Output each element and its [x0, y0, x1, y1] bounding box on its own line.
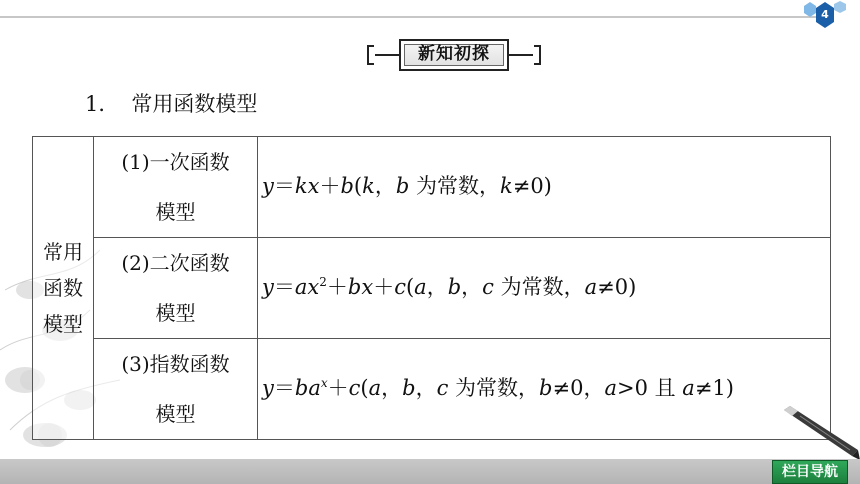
column-navigation-button[interactable]: 栏目导航 [772, 460, 848, 484]
formula-cell [258, 238, 831, 339]
banner-box [399, 39, 509, 71]
formula-linear: y＝kx＋b(k，b 为常数，k≠0) [262, 174, 552, 199]
model-name-line: (1)一次函数 [121, 150, 230, 174]
category-line: 函数 [43, 276, 83, 300]
heading-number: 1． [85, 92, 120, 116]
model-name-cell [94, 238, 258, 339]
banner-cap-left [367, 45, 374, 65]
banner-cap-right [534, 45, 541, 65]
page-badge [796, 0, 860, 36]
formula-cell [258, 137, 831, 238]
model-name-cell [94, 339, 258, 440]
formula-quadratic: $y=ax^2+bx+c(a$，b，c 为常数，a≠0) [262, 275, 637, 300]
section-banner [367, 39, 541, 71]
bottom-bar [0, 459, 860, 484]
table-row [33, 339, 831, 440]
model-name-line: (3)指数函数 [121, 352, 230, 376]
formula-cell [258, 339, 831, 440]
model-name-line: 模型 [155, 301, 196, 325]
table-row [33, 137, 831, 238]
top-rule [0, 16, 818, 18]
category-line: 模型 [43, 312, 83, 336]
model-name-line: 模型 [155, 200, 196, 224]
banner-line-right [509, 54, 533, 56]
banner-title: 新知初探 [418, 44, 490, 64]
banner-line-left [375, 54, 399, 56]
category-cell [33, 137, 94, 440]
pen-icon [780, 404, 860, 460]
function-model-table [32, 136, 831, 440]
formula-exponential: $y=ba^x+c(a$，b，c 为常数，b≠0，a>0 且 a≠1) [262, 376, 734, 401]
heading-text: 常用函数模型 [131, 92, 258, 116]
model-name-line: 模型 [155, 402, 196, 426]
page-number: 4 [821, 8, 829, 21]
model-name-line: (2)二次函数 [121, 251, 230, 275]
model-name-cell [94, 137, 258, 238]
section-heading [85, 88, 257, 118]
table-row [33, 238, 831, 339]
category-line: 常用 [43, 240, 83, 264]
